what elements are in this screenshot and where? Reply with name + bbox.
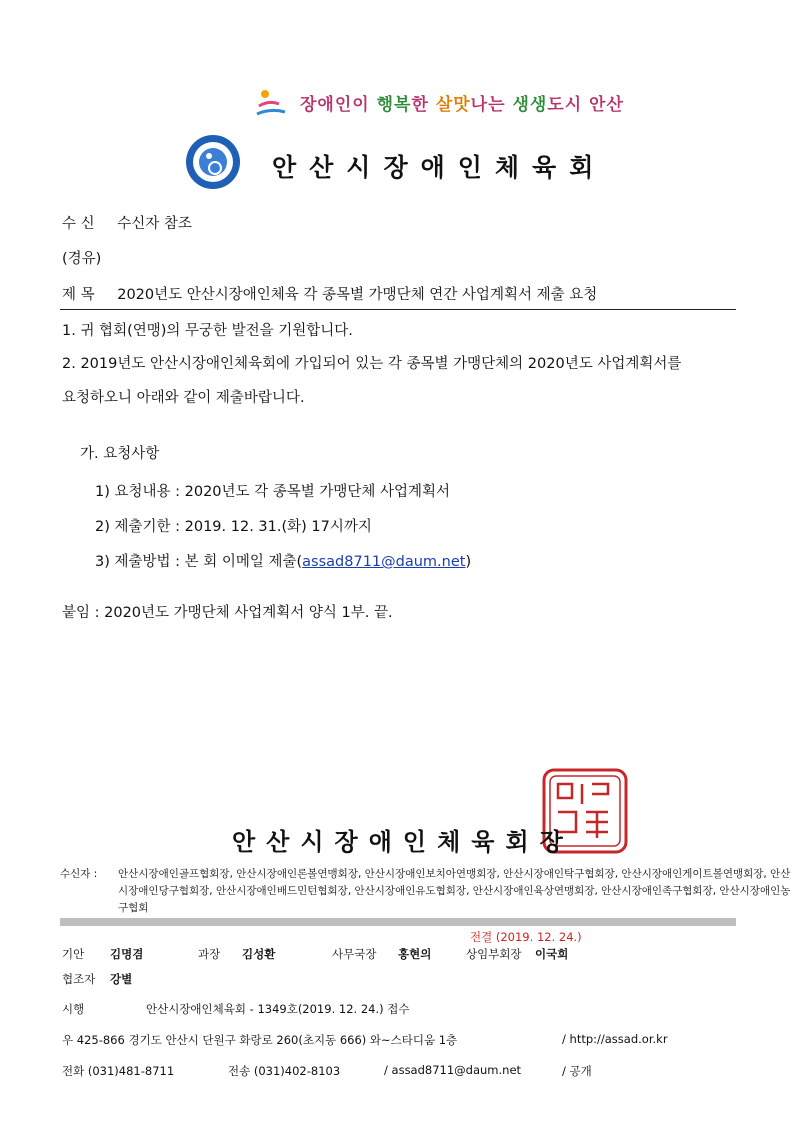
request-item-1: 1) 요청내용 : 2020년도 각 종목별 가맹단체 사업계획서: [95, 484, 451, 500]
request-item-3-prefix: 3) 제출방법 : 본 회 이메일 제출(: [95, 554, 303, 570]
body-paragraph-1: 1. 귀 협회(연맹)의 무궁한 발전을 기원합니다.: [62, 323, 353, 339]
recipient-value: 수신자 참조: [117, 216, 192, 232]
attachment-line: 붙임 : 2020년도 가맹단체 사업계획서 양식 1부. 끝.: [62, 605, 393, 621]
secretary-name: 홍현의: [398, 947, 432, 961]
enforcement-value: 안산시장애인체육회 - 1349호(2019. 12. 24.) 접수: [146, 1002, 410, 1016]
address-line: 우 425-866 경기도 안산시 단원구 화랑로 260(초지동 666) 와~스타디움 1층: [62, 1033, 458, 1047]
fax-number: 전송 (031)402-8103: [228, 1064, 341, 1078]
request-item-2: 2) 제출기한 : 2019. 12. 31.(화) 17시까지: [95, 519, 372, 535]
subject-row: [62, 283, 597, 304]
recipient-label: 수 신: [62, 216, 95, 232]
slogan-part: 생생: [512, 95, 548, 115]
slogan-part: 살맛: [435, 95, 471, 115]
request-item-3: [95, 550, 471, 571]
signature-title: 안산시장애인체육회장: [232, 828, 574, 856]
phone-number: 전화 (031)481-8711: [62, 1064, 175, 1078]
body-paragraph-2b: 요청하오니 아래와 같이 제출바랍니다.: [62, 390, 305, 406]
email-link[interactable]: assad8711@daum.net: [302, 554, 466, 570]
org-emblem-icon: [185, 134, 241, 190]
final-approval-stamp: 전결 (2019. 12. 24.): [470, 930, 582, 944]
via-label: (경유): [62, 251, 102, 267]
homepage-link[interactable]: / http://assad.or.kr: [562, 1032, 668, 1046]
request-item-3-suffix: ): [465, 554, 472, 570]
subject-label: 제 목: [62, 287, 95, 303]
section-heading: 가. 요청사항: [80, 446, 160, 462]
slogan-part: 도시 안산: [547, 95, 624, 115]
recipients-list: 안산시장애인골프협회장, 안산시장애인론볼연맹회장, 안산시장애인보치아연맹회장, 안산시장애인탁구협회장, 안산시장애인게이트볼연맹회장, 안산시장애인당구협회장, 안산시장애인배드민턴협회장, 안산시장애인유도협회장, 안산시장애인육상연맹회장, 안산시장애인족구협회장, 안산시장애인농구협회: [118, 868, 791, 914]
body-paragraph-2a: 2. 2019년도 안산시장애인체육회에 가입되어 있는 각 종목별 가맹단체의 2020년도 사업계획서를: [62, 356, 682, 372]
drafter-label: 기안: [62, 947, 85, 961]
recipients-label: 수신자 :: [60, 868, 98, 880]
slogan-figure-icon: [255, 88, 291, 120]
cooperator-label: 협조자: [62, 972, 96, 986]
recipients-block: [60, 866, 791, 916]
enforcement-label: 시행: [62, 1002, 85, 1016]
vice-chair-label: 상임부회장: [466, 947, 522, 961]
slogan-part: 장애인이: [300, 95, 377, 115]
section-divider-band: [60, 918, 736, 926]
footer-email[interactable]: / assad8711@daum.net: [384, 1063, 522, 1077]
slogan: [300, 90, 624, 115]
subject-value: 2020년도 안산시장애인체육 각 종목별 가맹단체 연간 사업계획서 제출 요청: [117, 287, 598, 303]
slogan-part: 나는: [470, 95, 513, 115]
vice-chair-name: 이국희: [535, 947, 569, 961]
manager-label: 과장: [198, 947, 221, 961]
secretary-label: 사무국장: [332, 947, 377, 961]
slogan-part: 행복: [376, 95, 412, 115]
org-title: 안산시장애인체육회: [272, 153, 607, 182]
recipient-row: [62, 212, 192, 233]
disclosure-status: / 공개: [562, 1064, 592, 1078]
drafter-name: 김명겸: [110, 947, 144, 961]
manager-name: 김성환: [242, 947, 276, 961]
subject-divider: [60, 309, 736, 310]
cooperator-name: 강별: [110, 972, 133, 986]
slogan-part: 한: [411, 95, 436, 115]
